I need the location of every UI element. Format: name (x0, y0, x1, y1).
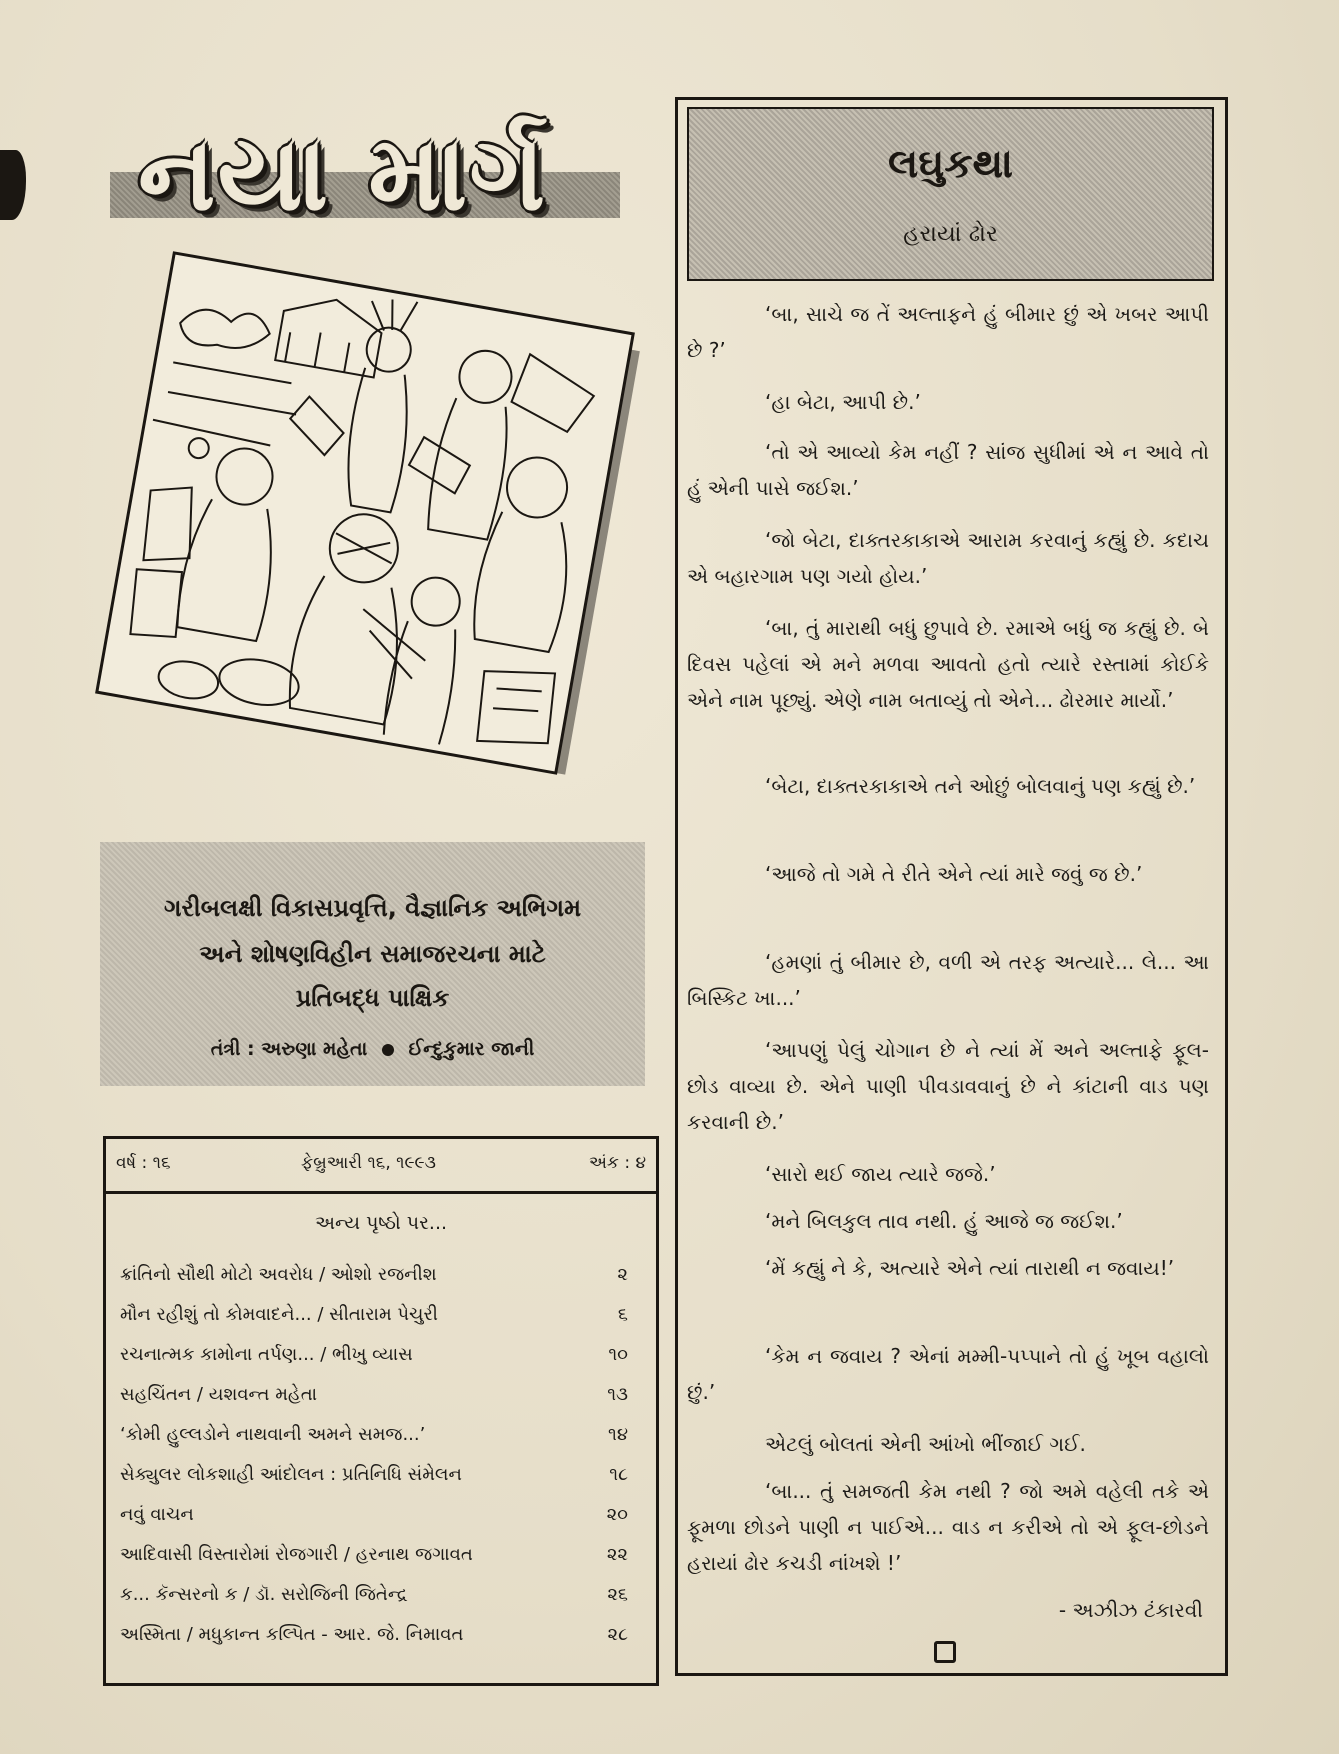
story-author: - અઝીઝ ટંકારવી (1058, 1598, 1203, 1622)
contents-item-title: સહચિંતન / યશવન્ત મહેતા (120, 1384, 318, 1405)
editors-line (100, 1038, 645, 1060)
story-paragraph: ‘સારો થઈ જાય ત્યારે જજે.’ (765, 1162, 996, 1186)
story-paragraph: ‘કેમ ન જવાય ? એનાં મમ્મી-પપ્પાને તો હું ખૂબ વહાલો છું.’ (687, 1344, 1209, 1404)
contents-item-page: ૨૮ (607, 1624, 628, 1645)
issue-number: અંક : ૪ (588, 1153, 646, 1173)
tagline-line-2: અને શોષણવિહીન સમાજરચના માટે (199, 940, 546, 968)
story-paragraph: ‘બા, સાચે જ તેં અલ્તાફને હું બીમાર છું એ ખબર આપી છે ?’ (687, 302, 1209, 362)
contents-item (120, 1544, 642, 1565)
editors-label: તંત્રી : (210, 1038, 255, 1060)
tagline-box (100, 842, 645, 1086)
issue-volume: વર્ષ : ૧૬ (116, 1153, 171, 1173)
contents-item-title: આદિવાસી વિસ્તારોમાં રોજગારી / હરનાથ જગાવત (120, 1544, 473, 1565)
issue-date: ફેબ્રુઆરી ૧૬, ૧૯૯૩ (301, 1153, 436, 1173)
editor-1: અરુણા મહેતા (261, 1038, 368, 1060)
torn-edge (0, 150, 26, 220)
contents-item-page: ૧૦ (608, 1344, 628, 1365)
contents-item-title: ‘કોમી હુલ્લડોને નાથવાની અમને સમજ...’ (120, 1424, 426, 1445)
end-mark-icon (934, 1641, 956, 1663)
contents-item (120, 1264, 642, 1285)
story-paragraph: ‘તો એ આવ્યો કેમ નહીં ? સાંજ સુધીમાં એ ન આવે તો હું એની પાસે જઈશ.’ (687, 440, 1209, 500)
story-paragraph: ‘હા બેટા, આપી છે.’ (765, 390, 921, 414)
tagline-line-1: ગરીબલક્ષી વિકાસપ્રવૃત્તિ, વૈજ્ઞાનિક અભિગમ (163, 894, 582, 922)
contents-item (120, 1304, 642, 1325)
cover-illustration (80, 268, 640, 828)
contents-item (120, 1384, 642, 1405)
crowd-illustration (94, 251, 635, 776)
story-paragraph: ‘મેં કહ્યું ને કે, અત્યારે એને ત્યાં તારાથી ન જવાય!’ (765, 1256, 1175, 1280)
issue-info-bar (103, 1136, 659, 1194)
story-paragraph: ‘હમણાં તું બીમાર છે, વળી એ તરફ અત્યારે... લે... આ બિસ્કિટ ખા...’ (687, 950, 1209, 1010)
story-paragraph: ‘આપણું પેલું ચોગાન છે ને ત્યાં મેં અને અલ્તાફે ફૂલ-છોડ વાવ્યા છે. એને પાણી પીવડાવવાનું છે ને કાંટાની વાડ પણ કરવાની છે.’ (687, 1038, 1209, 1134)
tagline-line-3: પ્રતિબદ્ધ પાક્ષિક (295, 984, 450, 1012)
story-paragraph: ‘મને બિલકુલ તાવ નથી. હું આજે જ જઈશ.’ (765, 1209, 1123, 1233)
contents-item (120, 1584, 642, 1605)
story-paragraph: ‘જો બેટા, દાક્તરકાકાએ આરામ કરવાનું કહ્યું છે. કદાચ એ બહારગામ પણ ગયો હોય.’ (687, 528, 1209, 588)
contents-item-title: રચનાત્મક કામોના તર્પણ... / ભીખુ વ્યાસ (120, 1344, 413, 1365)
contents-item-title: ક્રાંતિનો સૌથી મોટો અવરોધ / ઓશો રજનીશ (120, 1264, 437, 1285)
story-column (675, 97, 1228, 1676)
contents-box (103, 1188, 659, 1686)
story-paragraph: ‘બા, તું મારાથી બધું છુપાવે છે. રમાએ બધું જ કહ્યું છે. બે દિવસ પહેલાં એ મને મળવા આવતો હતો ત્યારે રસ્તામાં કોઈકે એને નામ પૂછ્યું. એણે નામ બતાવ્યું તો એને... ઢોરમાર માર્યો.’ (687, 616, 1209, 712)
story-header (687, 107, 1214, 281)
contents-item-page: ૧૩ (607, 1384, 628, 1405)
masthead-title: નયા માર્ગ (138, 112, 548, 234)
contents-item-page: ૨ (617, 1264, 628, 1285)
bullet-icon (382, 1044, 394, 1056)
contents-item-title: મૌન રહીશું તો કોમવાદને... / સીતારામ પેચુરી (120, 1304, 438, 1325)
contents-item-title: અસ્મિતા / મધુકાન્ત કલ્પિત - આર. જે. નિમાવત (120, 1624, 464, 1645)
story-paragraph: એટલું બોલતાં એની આંખો ભીંજાઈ ગઈ. (765, 1432, 1086, 1456)
editor-2: ઈન્દુકુમાર જાની (408, 1038, 535, 1060)
contents-title: અન્ય પૃષ્ઠો પર... (314, 1212, 448, 1234)
contents-item-page: ૨૬ (607, 1584, 628, 1605)
contents-item-title: ક... કૅન્સરનો ક / ડૉ. સરોજિની જિતેન્દ્ર (120, 1584, 408, 1605)
story-paragraph: ‘બેટા, દાક્તરકાકાએ તને ઓછું બોલવાનું પણ કહ્યું છે.’ (765, 774, 1196, 798)
contents-item (120, 1464, 642, 1485)
contents-item-page: ૧૮ (609, 1464, 628, 1485)
masthead (110, 100, 620, 260)
contents-item (120, 1424, 642, 1445)
contents-item-page: ૨૨ (606, 1544, 628, 1565)
story-paragraph: ‘બા... તું સમજતી કેમ નથી ? જો અમે વહેલી તકે એ ફૂમળા છોડને પાણી ન પાઈએ... વાડ ન કરીએ તો એ ફૂલ-છોડને હરાયાં ઢોર કચડી નાંખશે !’ (687, 1479, 1209, 1575)
contents-item-page: ૬ (617, 1304, 628, 1325)
story-title: હરાયાં ઢોર (903, 221, 998, 247)
contents-item-title: નવું વાચન (120, 1504, 194, 1525)
story-section-title: લઘુકથા (887, 141, 1014, 187)
contents-item (120, 1624, 642, 1645)
contents-item (120, 1504, 642, 1525)
contents-item-page: ૧૪ (608, 1424, 628, 1445)
contents-item-title: સેક્યુલર લોકશાહી આંદોલન : પ્રતિનિધિ સંમેલન (120, 1464, 462, 1485)
story-paragraph: ‘આજે તો ગમે તે રીતે એને ત્યાં મારે જવું જ છે.’ (765, 862, 1143, 886)
contents-item-page: ૨૦ (606, 1504, 628, 1525)
contents-item (120, 1344, 642, 1365)
